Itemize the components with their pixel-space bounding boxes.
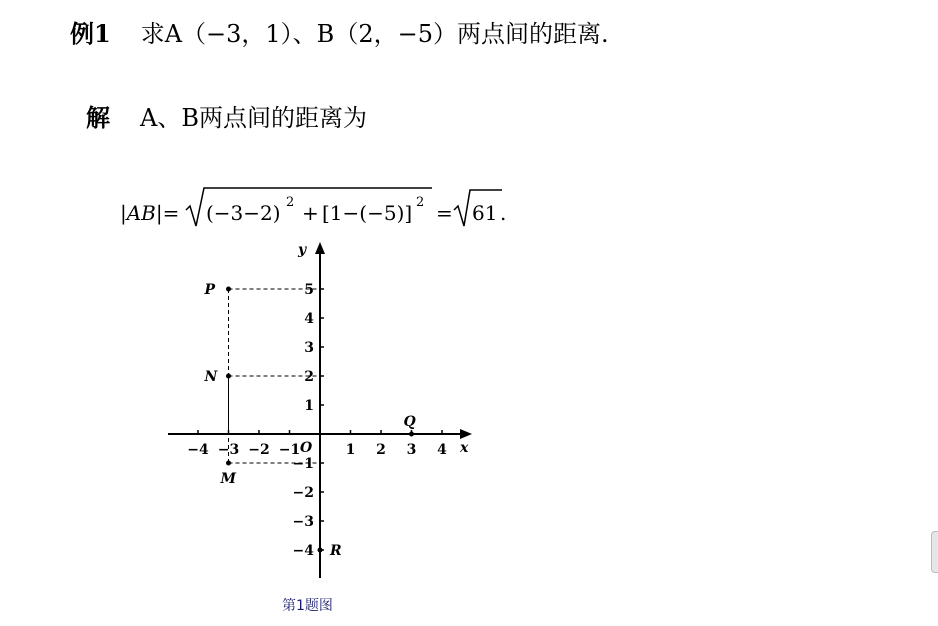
formula-plus: + [302,201,319,225]
y-tick-label: 2 [304,369,314,385]
y-tick-label: 4 [304,311,314,327]
x-tick-label: −3 [217,442,240,458]
coordinate-figure [150,232,490,582]
figure-marks [187,282,447,559]
origin-label: O [300,440,313,456]
point-label: Q [403,414,416,430]
point-marker [226,374,231,379]
formula-period: . [500,201,507,225]
formula-lhs: |AB|= [120,201,180,225]
formula-result: 61 [472,201,498,225]
x-tick-label: −2 [248,442,270,458]
x-tick-label: 1 [345,442,356,458]
y-tick-label: 5 [304,282,314,298]
point-label: M [220,471,236,487]
formula-equals: = [436,201,453,225]
x-tick-label: −4 [187,442,209,458]
solution-line [86,98,367,133]
x-tick-label: 3 [406,442,417,458]
formula-exp2: 2 [416,195,425,210]
y-axis-arrow [315,242,325,254]
y-axis-label: y [298,242,307,258]
x-tick-label: 4 [437,442,447,458]
point-label: P [204,282,216,298]
example-label: 例1 [70,19,111,48]
y-tick-label: 1 [304,398,314,414]
x-tick-label: −1 [278,442,301,458]
formula-exp1: 2 [286,195,295,210]
y-tick-label: −4 [292,543,314,559]
y-tick-label: −1 [292,456,314,472]
solution-label: 解 [86,103,110,132]
point-label: R [330,543,342,559]
y-tick-label: −3 [292,514,314,530]
point-marker [318,548,323,553]
example-text: 求A（−3，1）、B（2，−5）两点间的距离. [140,20,609,48]
point-marker [226,461,231,466]
point-marker [409,432,414,437]
example-line [70,14,609,49]
y-tick-label: −2 [292,485,314,501]
side-scroll-tab[interactable] [931,531,938,573]
figure-caption: 第1题图 [282,598,333,614]
y-tick-label: 3 [304,340,314,356]
distance-formula [116,184,516,232]
formula-term2: [1−(−5)] [322,201,413,225]
formula-term1: (−3−2) [206,201,281,225]
x-axis-arrow [460,429,472,439]
solution-text: A、B两点间的距离为 [140,104,367,132]
x-tick-label: 2 [376,442,386,458]
x-axis-label: x [460,440,469,456]
point-marker [226,287,231,292]
point-label: N [204,369,218,385]
